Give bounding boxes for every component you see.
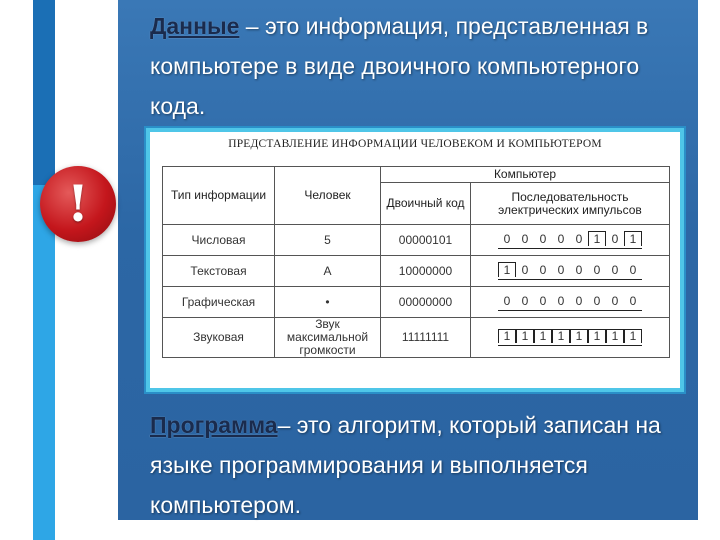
- pulse-bit: 0: [539, 263, 547, 277]
- program-definition: [150, 405, 690, 525]
- pulse-bit: 0: [521, 232, 529, 246]
- pulse-bit: 1: [570, 329, 588, 343]
- cell-type: Звуковая: [163, 318, 275, 358]
- pulse-bit: 1: [624, 329, 642, 343]
- pulse-sequence: [498, 231, 642, 249]
- data-definition: [150, 6, 690, 126]
- exclamation-badge: [40, 166, 116, 242]
- pulse-bit: 1: [534, 329, 552, 343]
- pulse-bit: 1: [624, 231, 642, 246]
- cell-pulses: [471, 256, 670, 287]
- pulse-bit: 0: [593, 293, 601, 308]
- pulse-bit: 0: [539, 232, 547, 246]
- program-definition-text: – это алгоритм, который записан на языке программирования и выполняется компьютером.: [150, 412, 661, 518]
- data-definition-text: – это информация, представленная в компьютере в виде двоичного компьютерного кода.: [150, 13, 649, 119]
- pulse-bit: 1: [498, 329, 516, 343]
- left-accent-bar-light: [33, 185, 55, 540]
- pulse-bit: 0: [629, 293, 637, 308]
- cell-pulses: [471, 225, 670, 256]
- cell-human: Звук максимальной громкости: [275, 318, 381, 358]
- pulse-bit: 1: [516, 329, 534, 343]
- pulse-bit: 0: [611, 293, 619, 308]
- pulse-sequence: [498, 262, 642, 280]
- pulse-bit: 0: [575, 232, 583, 246]
- cell-human: A: [275, 256, 381, 287]
- pulse-bit: 1: [498, 262, 516, 277]
- pulse-bit: 1: [606, 329, 624, 343]
- header-type: Тип информации: [163, 167, 275, 225]
- pulse-bit: 0: [521, 293, 529, 308]
- pulse-bit: 0: [575, 293, 583, 308]
- pulse-bit: 0: [521, 263, 529, 277]
- table-row: [163, 287, 670, 318]
- pulse-bit: 0: [611, 263, 619, 277]
- cell-pulses: [471, 318, 670, 358]
- pulse-bit: 0: [557, 263, 565, 277]
- pulse-bit: 0: [575, 263, 583, 277]
- pulse-bit: 0: [611, 232, 619, 246]
- pulse-bit: 1: [552, 329, 570, 343]
- pulse-bit: 0: [593, 263, 601, 277]
- pulse-bit: 0: [539, 293, 547, 308]
- header-computer: Компьютер: [381, 167, 670, 183]
- pulse-sequence: [498, 294, 642, 311]
- table-row: [163, 225, 670, 256]
- cell-type: Текстовая: [163, 256, 275, 287]
- pulse-bit: 0: [557, 232, 565, 246]
- table-row: [163, 318, 670, 358]
- cell-human: 5: [275, 225, 381, 256]
- pulse-bit: 1: [588, 329, 606, 343]
- cell-type: Числовая: [163, 225, 275, 256]
- data-term: Данные: [150, 13, 240, 39]
- table-title: ПРЕДСТАВЛЕНИЕ ИНФОРМАЦИИ ЧЕЛОВЕКОМ И КОМПЬЮТЕРОМ: [228, 138, 602, 150]
- pulse-bit: 0: [557, 293, 565, 308]
- program-term: Программа: [150, 412, 278, 438]
- table-row: [163, 256, 670, 287]
- pulse-bit: 0: [503, 293, 511, 308]
- left-accent-bar-dark: [33, 0, 55, 185]
- exclamation-icon: !: [67, 174, 89, 233]
- cell-binary: 00000000: [381, 287, 471, 318]
- representation-table-card: [146, 128, 684, 392]
- cell-binary: 10000000: [381, 256, 471, 287]
- cell-type: Графическая: [163, 287, 275, 318]
- pulse-bit: 0: [503, 232, 511, 246]
- header-binary: Двоичный код: [381, 183, 471, 225]
- pulse-sequence: [498, 329, 642, 346]
- representation-table: [162, 166, 670, 358]
- pulse-bit: 0: [629, 263, 637, 277]
- header-human: Человек: [275, 167, 381, 225]
- cell-binary: 00000101: [381, 225, 471, 256]
- pulse-bit: 1: [588, 231, 606, 246]
- header-pulses: Последовательность электрических импульсов: [471, 183, 670, 225]
- cell-pulses: [471, 287, 670, 318]
- cell-human: •: [275, 287, 381, 318]
- cell-binary: 11111111: [381, 318, 471, 358]
